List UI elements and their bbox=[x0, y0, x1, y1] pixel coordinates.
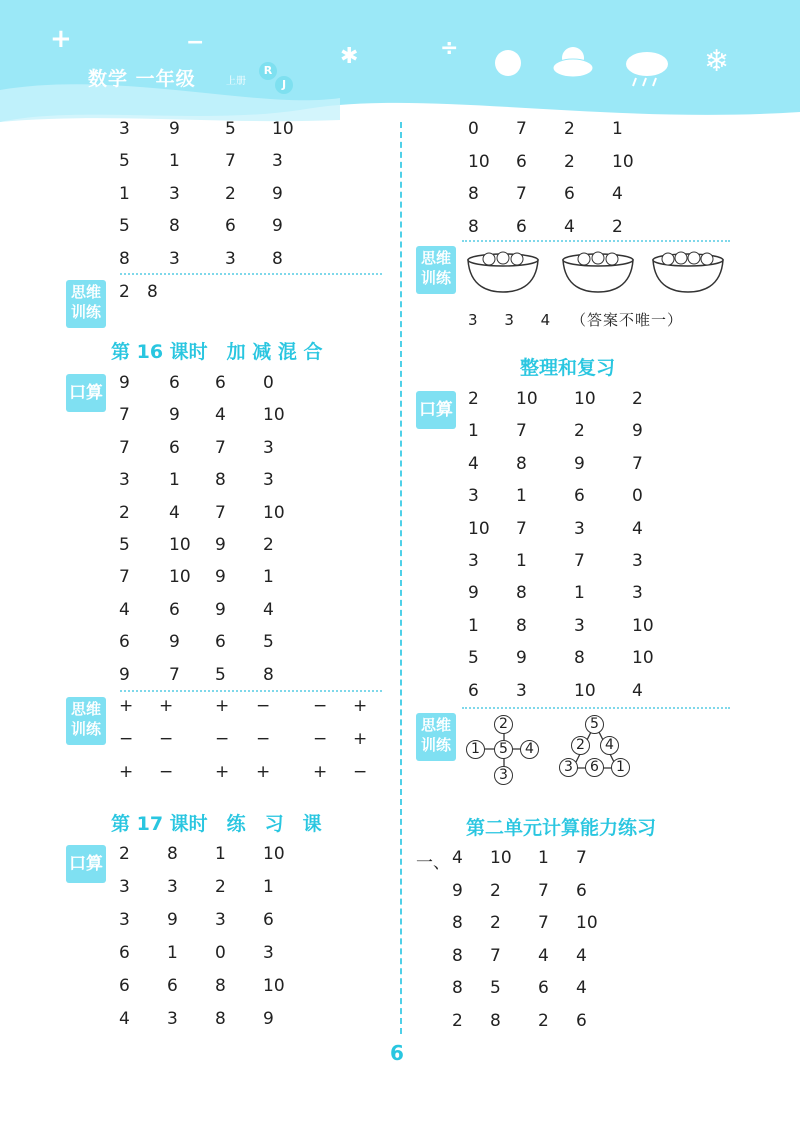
answer-cell: 6 bbox=[576, 880, 587, 901]
answer-cell: 3 bbox=[574, 518, 585, 539]
answer-cell: 2 bbox=[490, 880, 501, 901]
answer-cell: − bbox=[159, 729, 174, 749]
snowflake-icon: ❄ bbox=[704, 44, 730, 79]
answer-cell: 7 bbox=[169, 664, 180, 685]
answer-cell: − bbox=[353, 762, 368, 782]
answer-cell: 10 bbox=[632, 615, 654, 636]
divide-icon: ÷ bbox=[440, 36, 459, 61]
answer-cell: 4 bbox=[576, 945, 587, 966]
answer-cell: − bbox=[313, 729, 328, 749]
answer-cell: 3 bbox=[169, 184, 180, 204]
answer-cell: 7 bbox=[119, 405, 130, 426]
answer-cell: 9 bbox=[169, 119, 180, 139]
answer-cell: 3 bbox=[215, 910, 226, 930]
answer-cell: 6 bbox=[215, 632, 226, 653]
answer-cell: 3 bbox=[632, 583, 643, 604]
answer-cell: 4 bbox=[576, 978, 587, 998]
answer-cell: + bbox=[353, 696, 368, 716]
puzzle-circle: 3 bbox=[559, 758, 578, 777]
answer-cell: 1 bbox=[574, 583, 585, 604]
answer-cell: 1 bbox=[612, 119, 623, 139]
answer-cell: 4 bbox=[564, 216, 575, 237]
answer-cell: 10 bbox=[632, 648, 654, 669]
answer-cell: 1 bbox=[538, 848, 549, 868]
answer-cell: + bbox=[215, 696, 230, 716]
answer-cell: 3 bbox=[119, 119, 130, 139]
answer-cell: 10 bbox=[468, 518, 490, 539]
answer-cell: 4 bbox=[452, 848, 463, 868]
answer-cell: 1 bbox=[263, 877, 274, 897]
label-line: 训练 bbox=[420, 269, 451, 287]
answer-cell: 7 bbox=[225, 151, 236, 171]
label-line: 训练 bbox=[70, 720, 101, 738]
answer-cell: 10 bbox=[263, 844, 285, 864]
answer-cell: 9 bbox=[452, 880, 463, 901]
answer-cell: 7 bbox=[538, 913, 549, 933]
answer-cell: 9 bbox=[169, 405, 180, 426]
answer-cell: 6 bbox=[119, 632, 130, 653]
answer-cell: + bbox=[313, 762, 328, 782]
answer-cell: 4 bbox=[538, 945, 549, 966]
answer-cell: 6 bbox=[169, 373, 180, 393]
page-number: 6 bbox=[390, 1041, 404, 1065]
answer-cell: + bbox=[256, 762, 271, 782]
answer-cell: 1 bbox=[468, 421, 479, 442]
answer-cell: 4 bbox=[215, 405, 226, 426]
answer-cell: 8 bbox=[215, 1009, 226, 1029]
answer-cell: 6 bbox=[119, 976, 130, 996]
answer-cell: 7 bbox=[516, 518, 527, 539]
answer-cell: 8 bbox=[215, 470, 226, 491]
answer-cell: 7 bbox=[119, 567, 130, 588]
answer-note-text: （答案不唯一） bbox=[570, 311, 683, 329]
cloud-sun-icon bbox=[552, 44, 594, 80]
answer-cell: 7 bbox=[119, 437, 130, 458]
answer-cell: 0 bbox=[215, 943, 226, 963]
answer-cell: − bbox=[119, 729, 134, 749]
answer-cell: − bbox=[215, 729, 230, 749]
answer-cell: 3 bbox=[468, 311, 480, 329]
answer-cell: 8 bbox=[468, 216, 479, 237]
review-title: 整理和复习 bbox=[520, 357, 616, 379]
answer-cell: 9 bbox=[215, 599, 226, 620]
answer-cell: 3 bbox=[516, 680, 527, 701]
answer-cell: 3 bbox=[119, 877, 130, 897]
answer-cell: 2 bbox=[538, 1010, 549, 1031]
answer-cell: 8 bbox=[169, 216, 180, 236]
answer-cell: 2 bbox=[119, 282, 130, 302]
answer-cell: 1 bbox=[263, 567, 274, 588]
answer-cell: 10 bbox=[169, 535, 191, 555]
page-header bbox=[0, 0, 800, 125]
answer-cell: 4 bbox=[612, 184, 623, 204]
answer-cell: 4 bbox=[540, 311, 553, 329]
answer-cell: 2 bbox=[225, 184, 236, 204]
answer-cell: 9 bbox=[263, 1009, 274, 1029]
puzzle-circle: 3 bbox=[494, 766, 513, 785]
answer-cell: 1 bbox=[516, 551, 527, 571]
unit2-title: 第二单元计算能力练习 bbox=[466, 817, 657, 839]
answer-cell: 8 bbox=[468, 184, 479, 204]
answer-cell: 6 bbox=[538, 978, 549, 998]
label-line: 思维 bbox=[420, 249, 451, 267]
answer-cell: 0 bbox=[632, 486, 643, 507]
answer-cell: + bbox=[159, 696, 174, 716]
answer-cell: 8 bbox=[574, 648, 585, 669]
answer-cell: 6 bbox=[167, 976, 178, 996]
sun-icon bbox=[493, 48, 523, 78]
label-line: 思维 bbox=[70, 283, 101, 301]
lesson17-title: 第 17 课时 练 习 课 bbox=[111, 813, 322, 835]
answer-cell: 4 bbox=[119, 1009, 130, 1029]
plus-icon: + bbox=[50, 24, 72, 54]
puzzle-circle: 2 bbox=[494, 715, 513, 734]
answer-cell: 3 bbox=[468, 551, 479, 571]
answer-cell: 6 bbox=[574, 486, 585, 507]
answer-cell: 10 bbox=[612, 151, 634, 172]
answer-cell: 10 bbox=[263, 405, 285, 426]
answer-cell: 10 bbox=[490, 848, 512, 868]
answer-cell: 10 bbox=[263, 976, 285, 996]
answer-cell: − bbox=[313, 696, 328, 716]
answer-cell: 1 bbox=[468, 615, 479, 636]
answer-cell: − bbox=[256, 696, 271, 716]
answer-cell: 4 bbox=[169, 502, 180, 523]
answer-cell: 9 bbox=[272, 216, 283, 236]
label-line: 思维 bbox=[420, 716, 451, 734]
answer-cell: + bbox=[215, 762, 230, 782]
bowl-2 bbox=[563, 252, 633, 292]
answer-cell: 9 bbox=[468, 583, 479, 604]
answer-cell: 5 bbox=[263, 632, 274, 653]
answer-cell: 7 bbox=[215, 437, 226, 458]
answer-cell: 1 bbox=[215, 844, 226, 864]
answer-cell: 7 bbox=[490, 945, 501, 966]
answer-cell: 4 bbox=[632, 518, 643, 539]
answer-cell: 5 bbox=[119, 535, 130, 555]
puzzle-circle: 2 bbox=[571, 736, 590, 755]
puzzle-circle: 4 bbox=[600, 736, 619, 755]
answer-cell: 4 bbox=[119, 599, 130, 620]
answer-cell: 7 bbox=[516, 119, 527, 139]
label-line: 训练 bbox=[70, 303, 101, 321]
answer-cell: 6 bbox=[516, 216, 527, 237]
bowl-3 bbox=[653, 252, 723, 292]
answer-cell: 8 bbox=[147, 282, 158, 302]
header-title: 数学 一年级 bbox=[88, 68, 196, 90]
answer-cell: 9 bbox=[215, 535, 226, 555]
answer-cell: 8 bbox=[167, 844, 178, 864]
answer-cell: 8 bbox=[452, 913, 463, 933]
rain-cloud-icon bbox=[624, 48, 670, 88]
answer-cell: 2 bbox=[564, 119, 575, 139]
answer-cell: 8 bbox=[516, 615, 527, 636]
answer-cell: 3 bbox=[119, 470, 130, 491]
answer-cell: 4 bbox=[632, 680, 643, 701]
answer-cell: 7 bbox=[576, 848, 587, 868]
label-line: 训练 bbox=[420, 736, 451, 754]
answer-cell: 8 bbox=[452, 978, 463, 998]
answer-cell: 3 bbox=[468, 486, 479, 507]
answer-cell: 6 bbox=[169, 599, 180, 620]
answer-cell: 3 bbox=[167, 1009, 178, 1029]
puzzle-circle: 1 bbox=[611, 758, 630, 777]
answer-cell: 9 bbox=[119, 373, 130, 393]
answer-cell: + bbox=[119, 762, 134, 782]
answer-cell: 7 bbox=[516, 184, 527, 204]
answer-cell: 1 bbox=[119, 184, 130, 204]
answer-cell: 8 bbox=[119, 249, 130, 269]
answer-cell: 2 bbox=[612, 216, 623, 237]
bowls-illustration bbox=[465, 248, 735, 298]
puzzle-circle: 6 bbox=[585, 758, 604, 777]
oral-calc-label: 口算 bbox=[416, 391, 456, 429]
answer-cell: 8 bbox=[516, 583, 527, 604]
label-line: 思维 bbox=[70, 700, 101, 718]
section-separator bbox=[462, 707, 730, 709]
bowl-1 bbox=[468, 252, 538, 292]
answer-cell: 6 bbox=[468, 680, 479, 701]
answer-cell: 6 bbox=[576, 1010, 587, 1031]
answer-cell: 10 bbox=[576, 913, 598, 933]
times-icon: ✱ bbox=[340, 44, 359, 69]
answer-cell: 3 bbox=[225, 249, 236, 269]
answer-cell: 5 bbox=[119, 151, 130, 171]
thinking-training-label bbox=[416, 713, 456, 761]
answer-cell: 7 bbox=[215, 502, 226, 523]
answer-cell: 6 bbox=[516, 151, 527, 172]
answer-cell: 2 bbox=[263, 535, 274, 555]
answer-cell: 10 bbox=[468, 151, 490, 172]
answer-cell: 2 bbox=[468, 389, 479, 409]
answer-cell: 2 bbox=[632, 389, 643, 409]
answer-cell: 6 bbox=[169, 437, 180, 458]
answer-cell: 9 bbox=[169, 632, 180, 653]
answer-cell: 7 bbox=[632, 453, 643, 474]
answer-cell: 2 bbox=[215, 877, 226, 897]
answer-cell: 10 bbox=[574, 389, 596, 409]
oral-calc-label: 口算 bbox=[66, 845, 106, 883]
answer-cell: 7 bbox=[516, 421, 527, 442]
header-background bbox=[0, 0, 800, 125]
answer-cell: 6 bbox=[225, 216, 236, 236]
answer-cell: 3 bbox=[263, 943, 274, 963]
answer-cell: 10 bbox=[516, 389, 538, 409]
answer-cell: 3 bbox=[574, 615, 585, 636]
answer-cell: 1 bbox=[167, 943, 178, 963]
answer-cell: 2 bbox=[119, 502, 130, 523]
section-separator bbox=[120, 273, 382, 275]
answer-cell: 6 bbox=[564, 184, 575, 204]
answer-cell: 3 bbox=[169, 249, 180, 269]
answer-cell: 3 bbox=[263, 437, 274, 458]
answer-cell: 8 bbox=[452, 945, 463, 966]
unit2-prefix: 一、 bbox=[416, 853, 450, 873]
answer-cell: 9 bbox=[516, 648, 527, 669]
answer-cell: 7 bbox=[538, 880, 549, 901]
answer-cell: 7 bbox=[574, 551, 585, 571]
answer-cell: 9 bbox=[272, 184, 283, 204]
answer-cell: 2 bbox=[119, 844, 130, 864]
badge-r: R bbox=[259, 62, 277, 80]
puzzle-circle: 5 bbox=[494, 740, 513, 759]
minus-icon: − bbox=[186, 30, 205, 55]
answer-cell: 5 bbox=[490, 978, 501, 998]
puzzle-circle: 1 bbox=[466, 740, 485, 759]
answer-cell: 4 bbox=[263, 599, 274, 620]
answer-cell: 4 bbox=[468, 453, 479, 474]
think-answer bbox=[468, 309, 683, 330]
answer-cell: − bbox=[256, 729, 271, 749]
answer-cell: 3 bbox=[504, 311, 516, 329]
answer-cell: 5 bbox=[215, 664, 226, 685]
answer-cell: 2 bbox=[490, 913, 501, 933]
answer-cell: 1 bbox=[169, 470, 180, 491]
answer-cell: 6 bbox=[263, 910, 274, 930]
oral-calc-label: 口算 bbox=[66, 374, 106, 412]
answer-cell: 8 bbox=[263, 664, 274, 685]
answer-cell: 10 bbox=[574, 680, 596, 701]
answer-cell: 2 bbox=[564, 151, 575, 172]
thinking-training-label bbox=[66, 280, 106, 328]
answer-cell: 0 bbox=[263, 373, 274, 393]
badge-j: J bbox=[275, 76, 293, 94]
puzzle-circle: 5 bbox=[585, 715, 604, 734]
answer-cell: 10 bbox=[263, 502, 285, 523]
answer-cell: 8 bbox=[516, 453, 527, 474]
thinking-training-label bbox=[66, 697, 106, 745]
answer-cell: 5 bbox=[468, 648, 479, 669]
answer-cell: 8 bbox=[490, 1010, 501, 1031]
answer-cell: + bbox=[119, 696, 134, 716]
answer-cell: 5 bbox=[119, 216, 130, 236]
answer-cell: 10 bbox=[169, 567, 191, 588]
answer-cell: 9 bbox=[167, 910, 178, 930]
answer-cell: 9 bbox=[632, 421, 643, 442]
answer-cell: 5 bbox=[225, 119, 236, 139]
answer-cell: 6 bbox=[215, 373, 226, 393]
answer-cell: 10 bbox=[272, 119, 294, 139]
answer-cell: 9 bbox=[215, 567, 226, 588]
answer-cell: − bbox=[159, 762, 174, 782]
answer-cell: 1 bbox=[516, 486, 527, 507]
answer-cell: 9 bbox=[119, 664, 130, 685]
answer-cell: 2 bbox=[452, 1010, 463, 1031]
lesson16-title: 第 16 课时 加 减 混 合 bbox=[111, 341, 323, 363]
answer-cell: 3 bbox=[263, 470, 274, 491]
answer-cell: 8 bbox=[272, 249, 283, 269]
answer-cell: 3 bbox=[632, 551, 643, 571]
answer-cell: 0 bbox=[468, 119, 479, 139]
column-divider bbox=[400, 122, 402, 1034]
answer-cell: 8 bbox=[215, 976, 226, 996]
thinking-training-label bbox=[416, 246, 456, 294]
section-separator bbox=[120, 690, 382, 692]
answer-cell: 3 bbox=[119, 910, 130, 930]
puzzle-circle: 4 bbox=[520, 740, 539, 759]
answer-cell: + bbox=[353, 729, 368, 749]
answer-cell: 3 bbox=[272, 151, 283, 171]
answer-cell: 1 bbox=[169, 151, 180, 171]
answer-cell: 2 bbox=[574, 421, 585, 442]
answer-cell: 9 bbox=[574, 453, 585, 474]
section-separator bbox=[462, 240, 730, 242]
header-subtitle: 上册 bbox=[226, 76, 246, 87]
answer-cell: 6 bbox=[119, 943, 130, 963]
answer-cell: 3 bbox=[167, 877, 178, 897]
